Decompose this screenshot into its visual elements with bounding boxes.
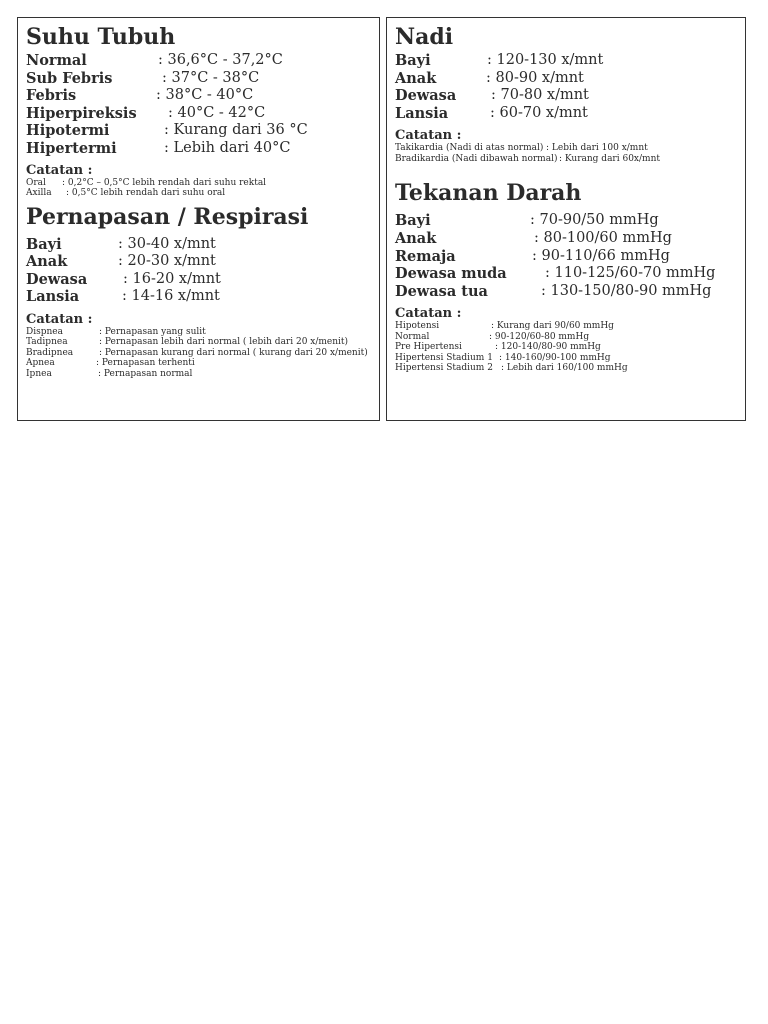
note-row bbox=[395, 143, 737, 154]
note-row bbox=[26, 358, 371, 369]
suhu-row bbox=[26, 122, 371, 140]
suhu-row bbox=[26, 87, 371, 105]
nadi-row bbox=[395, 105, 737, 123]
note-value: : Lebih dari 160/100 mmHg bbox=[501, 363, 628, 374]
note-row bbox=[26, 188, 371, 199]
note-label: Hipertensi Stadium 1 bbox=[395, 352, 493, 363]
pernapasan-value: : 14-16 x/mnt bbox=[122, 288, 220, 305]
note-value: : 120-140/80-90 mmHg bbox=[495, 342, 601, 353]
note-value: : Pernapasan yang sulit bbox=[99, 326, 206, 337]
pernapasan-row bbox=[26, 253, 371, 271]
suhu-label: Normal bbox=[26, 52, 87, 69]
note-label: Axilla bbox=[26, 188, 52, 199]
suhu-row bbox=[26, 140, 371, 158]
suhu-value: : Kurang dari 36 °C bbox=[164, 122, 308, 139]
nadi-label: Anak bbox=[395, 69, 437, 87]
note-label: Dispnea bbox=[26, 326, 63, 337]
suhu-value: : 36,6°C - 37,2°C bbox=[158, 52, 283, 68]
tekanan-value: : 70-90/50 mmHg bbox=[530, 212, 659, 229]
left-card bbox=[17, 17, 380, 421]
note-value: : Pernapasan normal bbox=[98, 368, 193, 379]
suhu-notes bbox=[26, 178, 371, 199]
note-row bbox=[395, 353, 737, 364]
tekanan-row bbox=[395, 212, 737, 230]
note-label: Hipertensi Stadium 2 bbox=[395, 363, 493, 374]
nadi-notes bbox=[395, 143, 737, 164]
pernapasan-value: : 30-40 x/mnt bbox=[118, 235, 216, 252]
pernapasan-row bbox=[26, 236, 371, 254]
note-label: Bradipnea bbox=[26, 347, 74, 358]
suhu-label: Sub Febris bbox=[26, 69, 113, 87]
note-row bbox=[26, 348, 371, 359]
suhu-row bbox=[26, 70, 371, 88]
note-label: Tadipnea bbox=[26, 337, 68, 348]
pernapasan-row bbox=[26, 288, 371, 306]
tekanan-label: Bayi bbox=[395, 212, 431, 230]
pernapasan-label: Bayi bbox=[26, 235, 62, 253]
tekanan-row bbox=[395, 230, 737, 248]
note-row bbox=[395, 154, 737, 165]
note-row bbox=[26, 369, 371, 380]
tekanan-value: : 130-150/80-90 mmHg bbox=[541, 282, 712, 299]
note-label: Takikardia (Nadi di atas normal) bbox=[395, 143, 544, 154]
tekanan-notes-title: Catatan : bbox=[395, 306, 462, 322]
tekanan-row bbox=[395, 283, 737, 301]
note-label: Pre Hipertensi bbox=[395, 342, 462, 353]
note-row bbox=[26, 327, 371, 338]
suhu-row bbox=[26, 105, 371, 123]
suhu-list bbox=[26, 52, 371, 158]
tekanan-label: Dewasa muda bbox=[395, 265, 507, 283]
suhu-value: : Lebih dari 40°C bbox=[164, 139, 291, 156]
suhu-row bbox=[26, 52, 371, 70]
pernapasan-label: Lansia bbox=[26, 288, 80, 306]
tekanan-title: Tekanan Darah bbox=[395, 180, 582, 207]
note-label: Bradikardia (Nadi dibawah normal) bbox=[395, 153, 558, 164]
note-value: : Kurang dari 90/60 mmHg bbox=[491, 321, 614, 332]
note-value: : Pernapasan lebih dari normal ( lebih dari 20 x/menit) bbox=[99, 337, 349, 348]
nadi-value: : 60-70 x/mnt bbox=[490, 104, 588, 121]
pernapasan-label: Anak bbox=[26, 253, 68, 271]
note-value: : 140-160/90-100 mmHg bbox=[499, 352, 611, 363]
tekanan-value: : 110-125/60-70 mmHg bbox=[545, 265, 716, 282]
note-row bbox=[395, 342, 737, 353]
nadi-row bbox=[395, 70, 737, 88]
pernapasan-value: : 16-20 x/mnt bbox=[123, 270, 221, 287]
suhu-label: Febris bbox=[26, 87, 77, 105]
note-label: Hipotensi bbox=[395, 321, 440, 332]
note-value: : 0,5°C lebih rendah dari suhu oral bbox=[66, 188, 226, 199]
note-row bbox=[395, 363, 737, 374]
suhu-value: : 40°C - 42°C bbox=[168, 104, 266, 121]
tekanan-row bbox=[395, 248, 737, 266]
suhu-value: : 37°C - 38°C bbox=[162, 69, 260, 86]
nadi-label: Dewasa bbox=[395, 87, 457, 105]
note-row bbox=[26, 178, 371, 189]
tekanan-value: : 80-100/60 mmHg bbox=[534, 229, 672, 246]
nadi-label: Lansia bbox=[395, 104, 449, 122]
note-row bbox=[26, 337, 371, 348]
nadi-value: : 80-90 x/mnt bbox=[486, 69, 584, 86]
suhu-notes-title: Catatan : bbox=[26, 162, 93, 178]
pernapasan-notes-title: Catatan : bbox=[26, 311, 93, 327]
suhu-label: Hiperpireksis bbox=[26, 104, 137, 122]
right-card bbox=[386, 17, 746, 421]
pernapasan-list bbox=[26, 236, 371, 306]
pernapasan-title: Pernapasan / Respirasi bbox=[26, 203, 309, 230]
nadi-value: : 70-80 x/mnt bbox=[491, 87, 589, 104]
suhu-value: : 38°C - 40°C bbox=[156, 87, 254, 104]
suhu-label: Hipertermi bbox=[26, 139, 117, 157]
tekanan-list bbox=[395, 212, 737, 300]
note-value: : Lebih dari 100 x/mnt bbox=[546, 143, 648, 154]
note-value: : Kurang dari 60x/mnt bbox=[559, 153, 660, 164]
tekanan-label: Dewasa tua bbox=[395, 282, 488, 300]
note-label: Apnea bbox=[26, 358, 55, 369]
pernapasan-value: : 20-30 x/mnt bbox=[118, 253, 216, 270]
nadi-value: : 120-130 x/mnt bbox=[487, 52, 604, 68]
note-row bbox=[395, 321, 737, 332]
nadi-label: Bayi bbox=[395, 52, 431, 69]
tekanan-label: Remaja bbox=[395, 247, 456, 265]
note-value: : Pernapasan terhenti bbox=[96, 358, 195, 369]
tekanan-row bbox=[395, 265, 737, 283]
tekanan-notes bbox=[395, 321, 737, 374]
suhu-title: Suhu Tubuh bbox=[26, 24, 176, 50]
note-value: : 90-120/60-80 mmHg bbox=[489, 331, 590, 342]
nadi-row bbox=[395, 52, 737, 70]
note-row bbox=[395, 332, 737, 343]
nadi-row bbox=[395, 87, 737, 105]
note-value: : 0,2°C – 0,5°C lebih rendah dari suhu rektal bbox=[62, 177, 267, 188]
note-label: Ipnea bbox=[26, 368, 52, 379]
note-label: Normal bbox=[395, 331, 430, 342]
note-value: : Pernapasan kurang dari normal ( kurang dari 20 x/menit) bbox=[99, 347, 368, 358]
pernapasan-notes bbox=[26, 327, 371, 380]
suhu-label: Hipotermi bbox=[26, 122, 110, 140]
nadi-title: Nadi bbox=[395, 24, 454, 50]
pernapasan-row bbox=[26, 271, 371, 289]
nadi-notes-title: Catatan : bbox=[395, 128, 462, 144]
note-label: Oral bbox=[26, 177, 46, 188]
tekanan-label: Anak bbox=[395, 229, 437, 247]
tekanan-value: : 90-110/66 mmHg bbox=[532, 247, 670, 264]
nadi-list bbox=[395, 52, 737, 122]
pernapasan-label: Dewasa bbox=[26, 270, 88, 288]
